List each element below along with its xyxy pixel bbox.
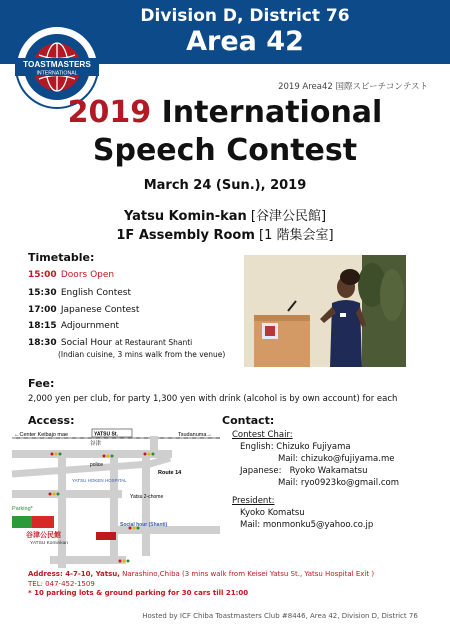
map-label-police: police	[90, 462, 104, 468]
map-label-parking: Parking*	[12, 506, 33, 512]
venue-address: Address: 4-7-10, Yatsu, Narashino,Chiba (3 mins walk from Keisei Yatsu St., Yatsu Hospital Exit )	[28, 570, 375, 578]
social-hour-note: (Indian cuisine, 3 mins walk from the venue)	[58, 350, 226, 359]
contest-title-line1	[0, 96, 450, 130]
division-heading: Division D, District 76	[140, 6, 350, 26]
president-mail: Mail: monmonku5@yahoo.co.jp	[240, 520, 374, 530]
contest-chair-label: Contest Chair:	[232, 430, 293, 440]
map-label-hospital: YATSU HOKEN HOSPITAL	[72, 478, 127, 483]
venue-name-jp: [谷津公民館]	[250, 209, 327, 224]
event-date: March 24 (Sun.), 2019	[143, 178, 307, 193]
title-year: 2019	[67, 95, 152, 130]
map-label-kominkan-jp: 谷津公民館	[26, 531, 61, 539]
fee-heading: Fee:	[28, 377, 55, 390]
speaker-photo	[244, 255, 406, 367]
kominkan-building	[32, 516, 54, 528]
map-label-keibajo: ←Center Keibajo mae	[14, 432, 69, 438]
venue-room-jp: [1 階集会室]	[259, 228, 334, 243]
contest-title-line2: Speech Contest	[92, 133, 358, 168]
timetable-heading: Timetable:	[28, 251, 95, 264]
venue-room-en: 1F Assembly Room	[116, 228, 255, 243]
venue-room	[0, 224, 450, 243]
venue-tel: TEL: 047-452-1509	[28, 580, 95, 588]
logo-text-top: TOASTMASTERS	[23, 60, 91, 69]
japanese-mail: Mail: ryo0923ko@gmail.com	[278, 478, 399, 488]
japanese-subtitle: 2019 Area42 国際スピーチコンテスト	[278, 82, 428, 92]
timetable-row: 17:00 Japanese Contest	[28, 305, 140, 315]
fee-text: 2,000 yen per club, for party 1,300 yen with drink (alcohol is by own account) for each	[28, 394, 398, 404]
map-label-2chome: Yatsu 2-chome	[130, 494, 164, 500]
social-hour-marker	[96, 532, 116, 540]
title-international: International	[151, 95, 383, 130]
map-label-yatsu-st: YATSU St.	[94, 431, 118, 438]
contact-heading: Contact:	[222, 414, 275, 427]
area-heading: Area 42	[186, 26, 304, 57]
map-label-kominkan: YATSU Kominkan	[30, 541, 68, 546]
map-label-tsudanuma: Tsudanuma→	[178, 432, 212, 438]
timetable-row: 18:30 Social Hour at Restaurant Shanti	[28, 338, 193, 348]
map-label-social: Social hour (Shanti)	[120, 522, 168, 528]
timetable-row: 18:15 Adjournment	[28, 321, 120, 331]
map-label-yatsu-jp: 谷津	[90, 441, 102, 447]
parking-area	[12, 516, 32, 528]
venue-name-en: Yatsu Komin-kan	[123, 209, 247, 224]
president-label: President:	[232, 496, 275, 506]
footer-host: Hosted by ICF Chiba Toastmasters Club #8446, Area 42, Division D, District 76	[142, 612, 418, 620]
japanese-contact: Japanese: Ryoko Wakamatsu	[240, 466, 368, 476]
speaker-illustration	[244, 255, 406, 367]
map-label-route14: Route 14	[158, 470, 182, 476]
access-map	[10, 428, 220, 570]
timetable-row: 15:30 English Contest	[28, 288, 132, 298]
english-mail: Mail: chizuko@fujiyama.me	[278, 454, 395, 464]
logo-text-bottom: INTERNATIONAL	[36, 70, 78, 77]
access-heading: Access:	[28, 414, 75, 427]
president-name: Kyoko Komatsu	[240, 508, 305, 518]
venue-name	[0, 205, 450, 224]
english-contact: English: Chizuko Fujiyama	[240, 442, 351, 452]
parking-note: * 10 parking lots & ground parking for 30 cars till 21:00	[28, 589, 249, 597]
timetable-row: 15:00 Doors Open	[28, 270, 115, 280]
